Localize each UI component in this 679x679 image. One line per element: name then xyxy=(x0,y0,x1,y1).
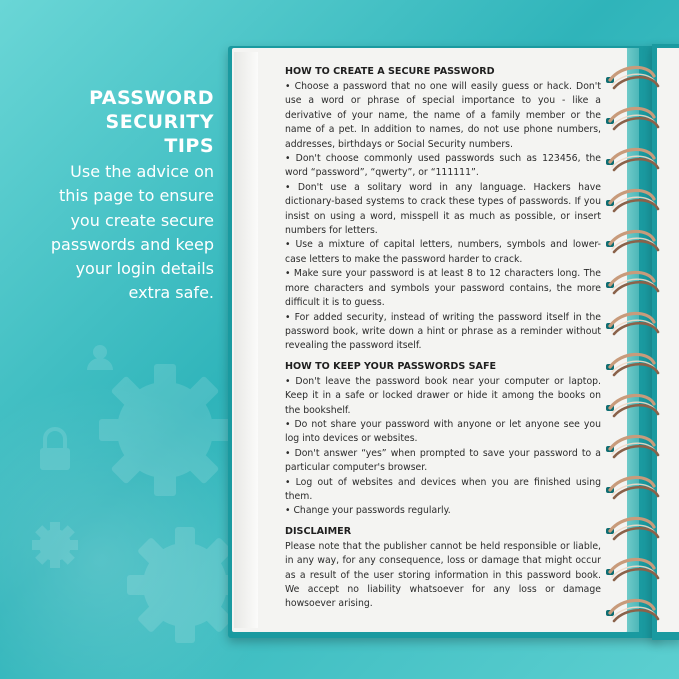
tip-item: • Change your passwords regularly. xyxy=(285,505,451,517)
spiral-ring-icon xyxy=(606,477,658,498)
headline-line: TIPS xyxy=(164,135,214,157)
headline-line: SECURITY xyxy=(105,111,214,133)
headline-line: PASSWORD xyxy=(89,87,214,109)
spiral-ring-icon xyxy=(606,190,658,211)
tip-item: • Don't leave the password book near your computer or laptop. Keep it in a safe or locked drawer or hide it among the books on the bookshelf. xyxy=(285,375,601,416)
spiral-ring-icon xyxy=(606,354,658,375)
section-heading: DISCLAIMER xyxy=(285,525,352,537)
page-content xyxy=(285,64,601,612)
spiral-ring-icon xyxy=(606,600,658,621)
gear-icon xyxy=(32,522,78,568)
page-edge-shadow xyxy=(234,52,258,628)
spiral-binding xyxy=(600,48,679,638)
tip-item: • Do not share your password with anyone or let anyone see you log into devices or websites. xyxy=(285,418,601,445)
spiral-ring-icon xyxy=(606,436,658,457)
spiral-ring-icon xyxy=(606,559,658,580)
spiral-ring-icon xyxy=(606,67,658,88)
subtext-line: this page to ensure xyxy=(58,186,214,206)
subtext-line: you create secure xyxy=(70,210,214,230)
gear-icon xyxy=(99,364,231,496)
spiral-ring-icon xyxy=(606,395,658,416)
subtext xyxy=(0,160,214,306)
headline xyxy=(4,86,214,158)
tip-item: • Make sure your password is at least 8 to 12 characters long. The more characters and symbols your password contains, the more difficult it is to guess. xyxy=(285,268,601,309)
tip-item: • Don't use a solitary word in any language. Hackers have dictionary-based systems to crack these types of passwords. If you insist on using a word, misspell it as much as possible, or insert numbers for letters. xyxy=(285,181,601,237)
tip-item: • Use a mixture of capital letters, numbers, symbols and lower-case letters to make the password harder to crack. xyxy=(285,239,601,265)
spiral-ring-icon xyxy=(606,518,658,539)
tip-item: • Choose a password that no one will easily guess or hack. Don't use a word or phrase of special importance to you - like a derivative of your name, the name of a family member or the name of a pet. In addition to names, do not use phone numbers, addresses, birthdays or Social Security numbers. xyxy=(285,81,601,150)
subtext-line: Use the advice on xyxy=(70,162,214,181)
spiral-ring-icon xyxy=(606,272,658,293)
section-disclaimer xyxy=(285,524,601,612)
user-icon xyxy=(87,345,113,370)
disclaimer-text: Please note that the publisher cannot be held responsible or liable, in any way, for any consequence, loss or damage that might occur as a result of the user storing information in this password book. We accept no liability whatsoever for any loss or damage howsoever arising. xyxy=(285,540,601,610)
subtext-line: extra safe. xyxy=(128,283,214,303)
section-heading: HOW TO CREATE A SECURE PASSWORD xyxy=(285,66,495,77)
spiral-ring-icon xyxy=(606,149,658,170)
tip-item: • Don't answer “yes” when prompted to save your password to a particular computer's browser. xyxy=(285,447,601,474)
section-keep-safe xyxy=(285,359,601,519)
subtext-line: passwords and keep xyxy=(50,234,214,254)
section-create-password xyxy=(285,64,601,354)
spiral-ring-icon xyxy=(606,108,658,129)
tip-item: • Log out of websites and devices when you are finished using them. xyxy=(285,476,601,502)
tip-item: • For added security, instead of writing the password itself in the password book, write down a hint or phrase as a reminder without revealing the password itself. xyxy=(285,311,601,352)
section-heading: HOW TO KEEP YOUR PASSWORDS SAFE xyxy=(285,360,497,372)
tip-item: • Don't choose commonly used passwords such as 123456, the word “password”, “qwerty”, or “111111”. xyxy=(285,153,601,179)
padlock-icon xyxy=(40,429,70,470)
spiral-ring-icon xyxy=(606,231,658,252)
spiral-ring-icon xyxy=(606,313,658,334)
gear-icon xyxy=(127,527,243,643)
subtext-line: your login details xyxy=(75,259,214,279)
